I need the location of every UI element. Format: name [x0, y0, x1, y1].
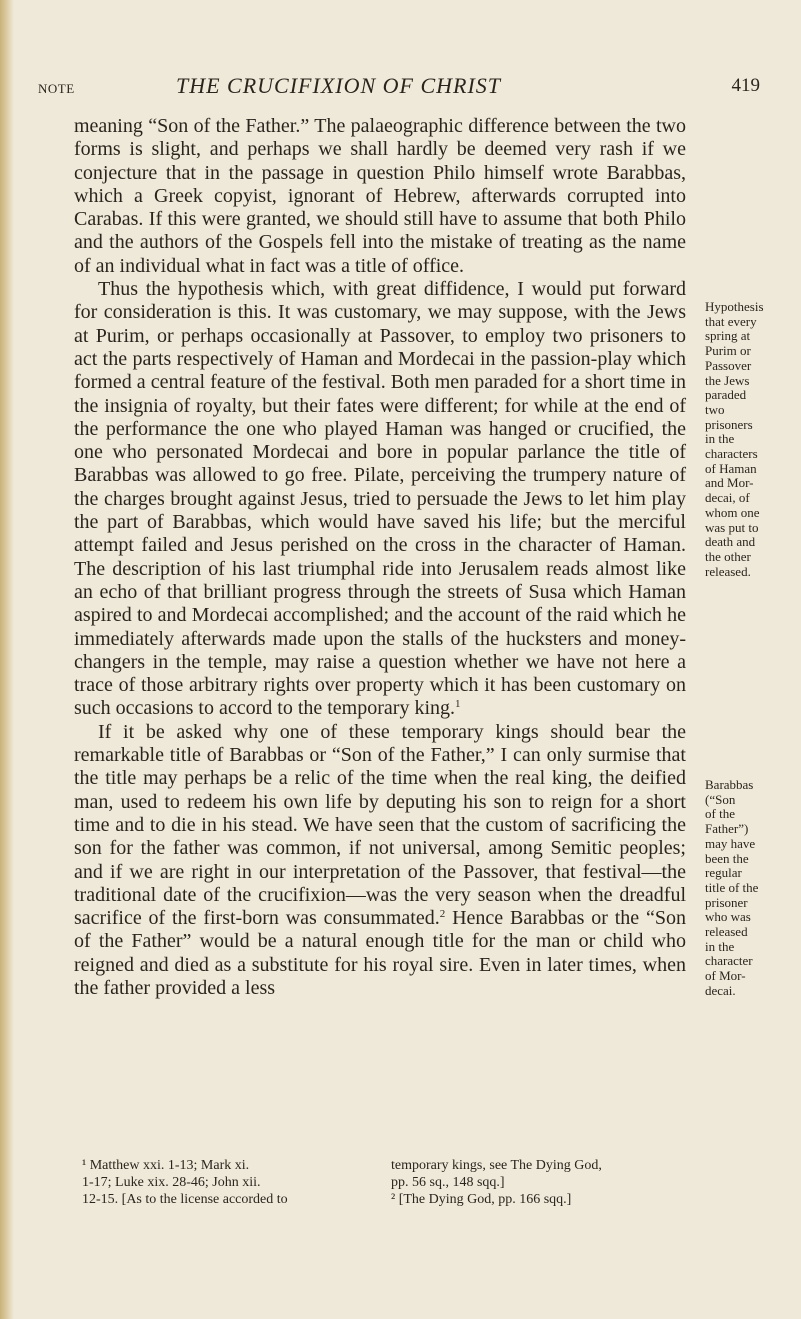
- sidenote-line: paraded: [705, 387, 747, 403]
- sidenote-barabbas: [705, 778, 797, 999]
- sidenote-line: whom one: [705, 504, 760, 520]
- running-header: [38, 73, 760, 99]
- sidenote-line: that every: [705, 313, 757, 329]
- sidenote-line: regular: [705, 865, 742, 881]
- paragraph-3: [74, 721, 686, 1001]
- sidenote-line: and Mor-: [705, 475, 754, 491]
- sidenote-line: spring at: [705, 328, 751, 344]
- sidenote-line: was put to: [705, 519, 759, 535]
- sidenote-line: the other: [705, 548, 751, 564]
- sidenote-line: Purim or: [705, 343, 751, 359]
- sidenote-line: Passover: [705, 357, 752, 373]
- sidenote-line: of Mor-: [705, 968, 746, 984]
- paragraph-2-text: Thus the hypothesis which, with great diffidence, I would put forward for consideration is this. It was customary, we may suppose, with the Jews at Purim, or perhaps occasionally at Passover, to employ two prisoners to act the parts respectively of Haman and Mordecai in the passion-play which formed a central feature of the festival. Both men paraded for a short time in the insignia of royalty, but their fates were different; for while at the end of the performance the one who played Haman was hanged or crucified, the one who personated Mordecai and bore in popular parlance the title of Barabbas was allowed to go free. Pilate, perceiving the trumpery nature of the charges brought against Jesus, tried to persuade the Jews to let him play the part of Barabbas, which would have saved his life; but the merciful attempt failed and Jesus perished on the cross in the character of Haman. The description of his last triumphal ride into Jerusalem reads almost like an echo of that brilliant progress through the streets of Susa which Haman aspired to and Mordecai accomplished; and the account of the raid which he immediately afterwards made upon the stalls of the hucksters and money-changers in the temple, may raise a question whether we have not here a trace of those arbitrary rights over property which it has been customary on such occasions to accord to the temporary king.: [74, 278, 686, 720]
- sidenote-line: death and: [705, 534, 756, 550]
- sidenote-line: (“Son: [705, 791, 736, 807]
- sidenote-line: two: [705, 401, 725, 417]
- sidenote-line: prisoner: [705, 894, 748, 910]
- sidenote-line: released.: [705, 563, 751, 579]
- footnote-line: temporary kings, see The Dying God,: [391, 1158, 602, 1173]
- header-note-label: NOTE: [38, 81, 75, 96]
- footnote-ref-1: 1: [455, 698, 461, 711]
- footnote-ref-2: 2: [439, 908, 446, 921]
- header-title: THE CRUCIFIXION OF CHRIST: [176, 73, 502, 98]
- page-binding-edge: [0, 0, 14, 1319]
- footnote-line: ¹ Matthew xxi. 1-13; Mark xi.: [82, 1158, 250, 1173]
- sidenote-line: the Jews: [705, 372, 750, 388]
- footnote-line: pp. 56 sq., 148 sqq.]: [391, 1175, 505, 1190]
- sidenote-line: in the: [705, 431, 735, 447]
- footnote-column-left: [82, 1157, 372, 1208]
- footnote-line: 1-17; Luke xix. 28-46; John xii.: [82, 1175, 261, 1190]
- sidenote-line: Father”): [705, 821, 749, 837]
- sidenote-line: decai, of: [705, 490, 750, 506]
- sidenote-line: Barabbas: [705, 777, 754, 792]
- footnote-line: ² [The Dying God, pp. 166 sqq.]: [391, 1192, 572, 1207]
- sidenote-line: character: [705, 953, 753, 969]
- sidenote-line: title of the: [705, 879, 759, 895]
- sidenote-hypothesis: [705, 300, 797, 579]
- sidenote-line: characters: [705, 446, 758, 462]
- paragraph-3-text-b: Hence Barabbas or the “Son of the Father” would be a natural enough title for the man or child who reigned and died as a substitute for his royal sire. Even in later times, when the father provided a less: [74, 907, 686, 999]
- paragraph-2: [74, 278, 686, 721]
- footnote-column-right: [391, 1157, 686, 1208]
- sidenote-line: of the: [705, 806, 735, 822]
- sidenote-line: prisoners: [705, 416, 753, 432]
- main-text: [74, 115, 686, 1000]
- footnote-line: 12-15. [As to the license accorded to: [82, 1192, 288, 1207]
- sidenote-line: released: [705, 924, 748, 940]
- sidenote-line: of Haman: [705, 460, 757, 476]
- sidenote-line: may have: [705, 835, 756, 851]
- sidenote-line: who was: [705, 909, 751, 925]
- sidenote-line: Hypothesis: [705, 299, 764, 314]
- paragraph-3-text-a: If it be asked why one of these temporary kings should bear the remarkable title of Barabbas or “Son of the Father,” I can only surmise that the title may perhaps be a relic of the time when the real king, the deified man, used to redeem his own life by deputing his son to reign for a short time and to die in his stead. We have seen that the custom of sacrificing the son for the father was common, if not universal, among Semitic peoples; and if we are right in our interpretation of the Passover, that festival—the traditional date of the crucifixion—was the very season when the dreadful sacrifice of the first-born was consummated.: [74, 720, 686, 930]
- sidenote-line: been the: [705, 850, 749, 866]
- sidenote-line: in the: [705, 938, 735, 954]
- sidenote-line: decai.: [705, 982, 736, 998]
- page-number: 419: [731, 75, 760, 96]
- paragraph-1: meaning “Son of the Father.” The palaeographic difference between the two forms is slight, and perhaps we shall hardly be deemed very rash if we conjecture that in the passage in question Philo himself wrote Barabbas, which a Greek copyist, ignorant of Hebrew, afterwards corrupted into Carabas. If this were granted, we should still have to assume that both Philo and the authors of the Gospels fell into the mistake of treating as the name of an individual what in fact was a title of office.: [74, 115, 686, 277]
